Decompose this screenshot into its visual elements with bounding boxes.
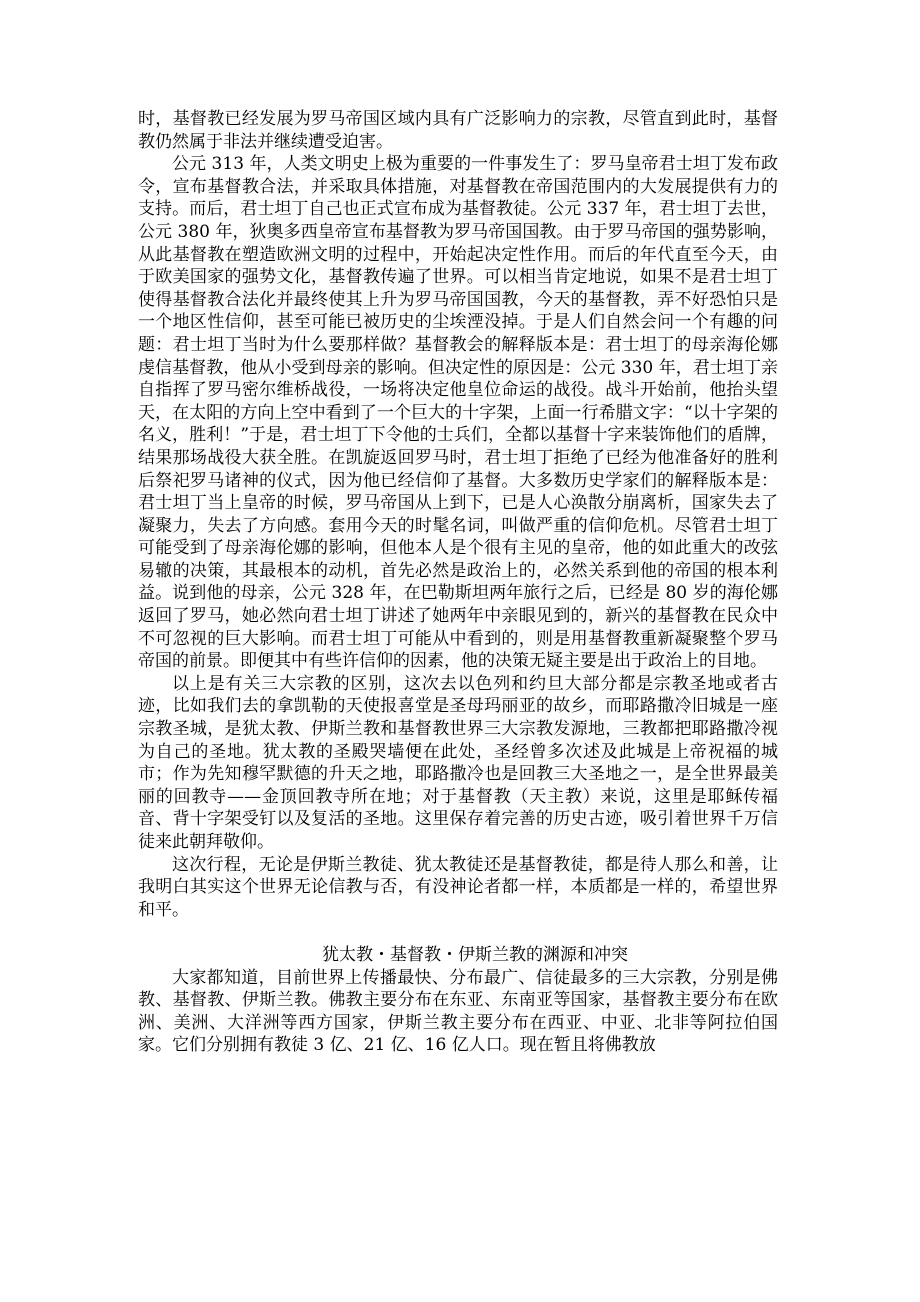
paragraph-trip-summary: 这次行程，无论是伊斯兰教徒、犹太教徒还是基督教徒，都是待人那么和善，让我明白其实这个世界无论信教与否，有没神论者都一样，本质都是一样的，希望世界和平。 [138, 854, 778, 920]
document-page [138, 108, 778, 1057]
paragraph-holy-sites: 以上是有关三大宗教的区别，这次去以色列和约旦大部分都是宗教圣地或者古迹，比如我们去的拿凯勒的天使报喜堂是圣母玛丽亚的故乡，而耶路撒冷旧城是一座宗教圣城，是犹太教、伊斯兰教和基督教世界三大宗教发源地，三教都把耶路撒冷视为自己的圣地。犹太教的圣殿哭墙便在此处，圣经曾多次述及此城是上帝祝福的城市；作为先知穆罕默德的升天之地，耶路撒冷也是回教三大圣地之一，是全世界最美丽的回教寺——金顶回教寺所在地；对于基督教（天主教）来说，这里是耶稣传福音、背十字架受钉以及复活的圣地。这里保存着完善的历史古迹，吸引着世界千万信徒来此朝拜敬仰。 [138, 673, 778, 852]
paragraph-three-religions: 大家都知道，目前世界上传播最快、分布最广、信徒最多的三大宗教，分别是佛教、基督教、伊斯兰教。佛教主要分布在东亚、东南亚等国家，基督教主要分布在欧洲、美洲、大洋洲等西方国家，伊斯兰教主要分布在西亚、中亚、北非等阿拉伯国家。它们分别拥有教徒 3 亿、21 亿、16 亿人口。现在暂且将佛教放 [138, 967, 778, 1056]
blank-line [138, 921, 778, 944]
section-title: 犹太教・基督教・伊斯兰教的渊源和冲突 [322, 944, 628, 965]
paragraph-constantine: 公元 313 年，人类文明史上极为重要的一件事发生了：罗马皇帝君士坦丁发布政令，宣布基督教合法，并采取具体措施，对基督教在帝国范围内的大发展提供有力的支持。而后，君士坦丁自己也正式宣布成为基督教徒。公元 337 年，君士坦丁去世，公元 380 年，狄奥多西皇帝宣布基督教为罗马帝国国教。由于罗马帝国的强势影响，从此基督教在塑造欧洲文明的过程中，开始起决定性作用。而后的年代直至今天，由于欧美国家的强势文化，基督教传遍了世界。可以相当肯定地说，如果不是君士坦丁使得基督教合法化并最终使其上升为罗马帝国国教，今天的基督教，弄不好恐怕只是一个地区性信仰，甚至可能已被历史的尘埃湮没掉。于是人们自然会问一个有趣的问题：君士坦丁当时为什么要那样做？基督教会的解释版本是：君士坦丁的母亲海伦娜虔信基督教，他从小受到母亲的影响。但决定性的原因是：公元 330 年，君士坦丁亲自指挥了罗马密尔维桥战役，一场将决定他皇位命运的战役。战斗开始前，他抬头望天，在太阳的方向上空中看到了一个巨大的十字架，上面一行希腊文字：“以十字架的名义，胜利！”于是，君士坦丁下令他的士兵们，全都以基督十字来装饰他们的盾牌，结果那场战役大获全胜。在凯旋返回罗马时，君士坦丁拒绝了已经为他准备好的胜利后祭祀罗马诸神的仪式，因为他已经信仰了基督。大多数历史学家们的解释版本是：君士坦丁当上皇帝的时候，罗马帝国从上到下，已是人心涣散分崩离析，国家失去了凝聚力，失去了方向感。套用今天的时髦名词，叫做严重的信仰危机。尽管君士坦丁可能受到了母亲海伦娜的影响，但他本人是个很有主见的皇帝，他的如此重大的改弦易辙的决策，其最根本的动机，首先必然是政治上的，必然关系到他的帝国的根本利益。说到他的母亲，公元 328 年，在巴勒斯坦两年旅行之后，已经是 80 岁的海伦娜返回了罗马，她必然向君士坦丁讲述了她两年中亲眼见到的，新兴的基督教在民众中不可忽视的巨大影响。而君士坦丁可能从中看到的，则是用基督教重新凝聚整个罗马帝国的前景。即便其中有些许信仰的因素，他的决策无疑主要是出于政治上的目地。 [138, 154, 778, 672]
paragraph-continuation: 时，基督教已经发展为罗马帝国区域内具有广泛影响力的宗教，尽管直到此时，基督教仍然属于非法并继续遭受迫害。 [138, 109, 778, 152]
